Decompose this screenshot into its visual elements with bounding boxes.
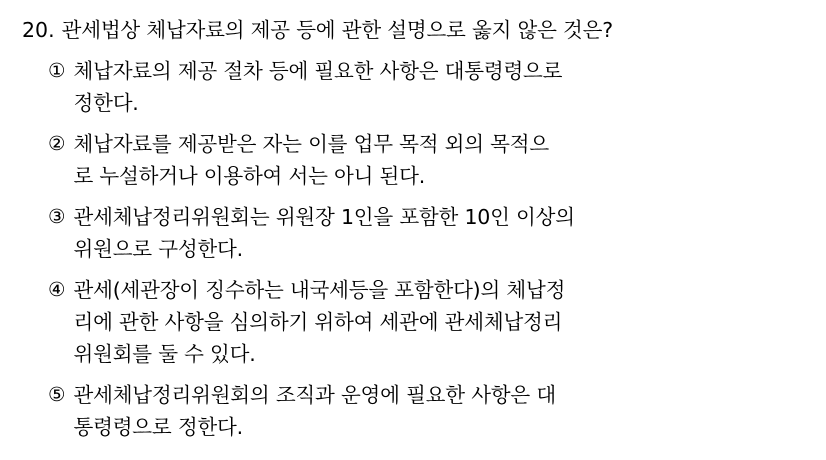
choice-line: 관세체납정리위원회의 조직과 운영에 필요한 사항은 대 [73, 383, 556, 407]
choice-marker-5: ⑤ [48, 383, 66, 406]
choice-line: 관세(세관장이 징수하는 내국세등을 포함한다)의 체납정 [73, 278, 566, 302]
choice-text-3 [73, 201, 802, 265]
choice-line: 체납자료를 제공받은 자는 이를 업무 목적 외의 목적으 [73, 132, 549, 156]
choice-line: 위원회를 둘 수 있다. [73, 342, 256, 366]
choice-text-2 [73, 128, 802, 192]
choice-line: 위원으로 구성한다. [73, 237, 243, 261]
choice-line: 정한다. [73, 91, 139, 115]
choice-line: 체납자료의 제공 절차 등에 필요한 사항은 대통령령으로 [73, 59, 563, 83]
choice-item-4[interactable] [48, 274, 802, 370]
choice-list [22, 55, 802, 443]
choice-line: 관세체납정리위원회는 위원장 1인을 포함한 10인 이상의 [73, 205, 575, 229]
question-block [22, 14, 802, 46]
question-number: 20. [22, 18, 55, 42]
choice-text-4 [73, 274, 802, 370]
choice-line: 통령령으로 정한다. [73, 415, 243, 439]
choice-item-2[interactable] [48, 128, 802, 192]
choice-item-1[interactable] [48, 55, 802, 119]
choice-marker-4: ④ [48, 278, 66, 301]
choice-marker-1: ① [48, 59, 66, 82]
choice-text-1 [73, 55, 802, 119]
choice-line: 로 누설하거나 이용하여 서는 아니 된다. [73, 164, 426, 188]
choice-item-5[interactable] [48, 379, 802, 443]
choice-marker-2: ② [48, 132, 66, 155]
question-line: 것은? [563, 18, 613, 42]
question-text [62, 14, 802, 46]
question-line: 관세법상 체납자료의 제공 등에 관한 설명으로 옳지 않은 [61, 18, 557, 42]
choice-marker-3: ③ [48, 205, 66, 228]
choice-line: 리에 관한 사항을 심의하기 위하여 세관에 관세체납정리 [73, 310, 563, 334]
choice-item-3[interactable] [48, 201, 802, 265]
choice-text-5 [73, 379, 802, 443]
